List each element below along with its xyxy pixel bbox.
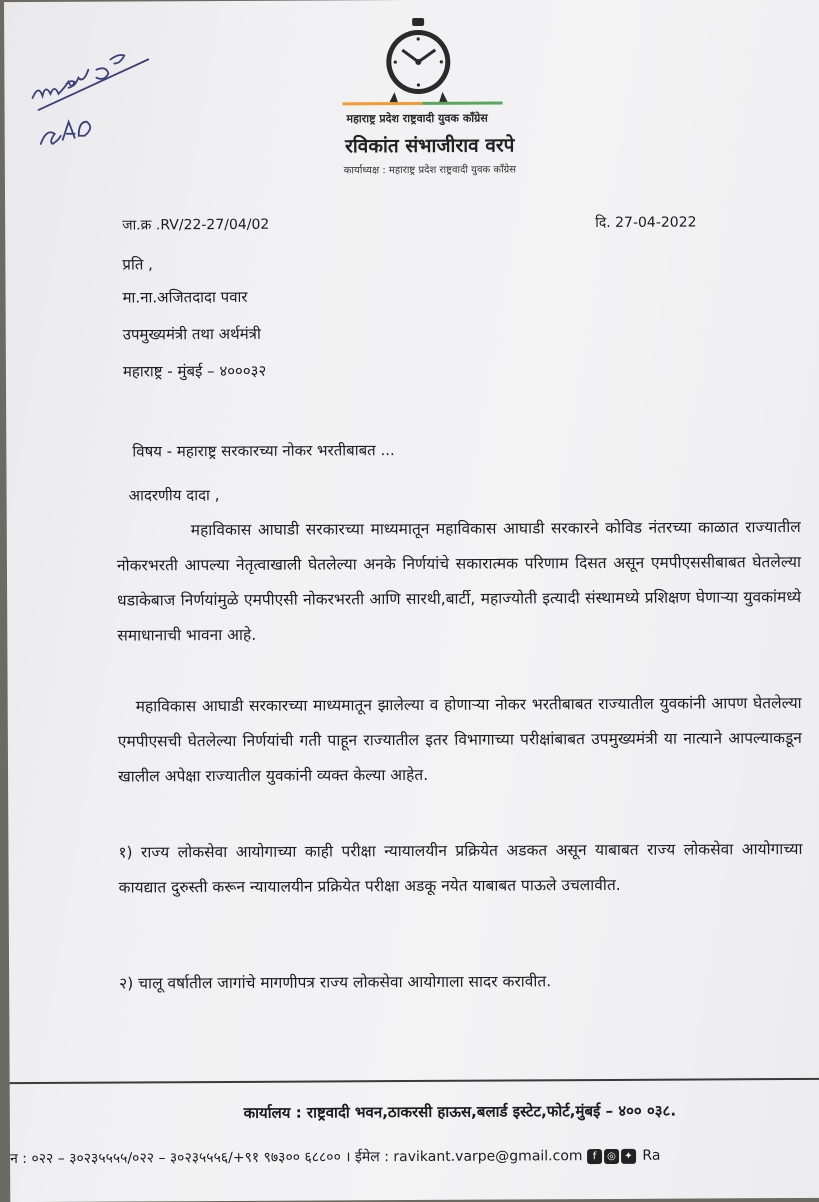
sender-name: रविकांत संभाजीराव वरपे (345, 134, 515, 158)
instagram-icon: ◎ (604, 1148, 619, 1163)
contact-line (10, 1145, 819, 1168)
letter-date: दि. 27-04-2022 (595, 214, 697, 232)
contact-details: न : ०२२ – ३०२३५५५५/०२२ – ३०२३५५५६/+९१ ९७३०० ६८८०० । ईमेल : ravikant.varpe@gmail.com (10, 1148, 583, 1168)
tricolor-rule (343, 102, 503, 106)
facebook-icon: f (587, 1149, 602, 1164)
demand-point-2: २) चालू वर्षातील जागांचे मागणीपत्र राज्य लोकसेवा आयोगाला सादर करावीत. (119, 972, 552, 993)
ncp-clock-logo (380, 16, 456, 106)
recipient-prefix: प्रति , (122, 255, 153, 274)
organization-name: महाराष्ट्र प्रदेश राष्ट्रवादी युवक कॉंग्रेस (346, 111, 488, 126)
reference-number: जा.क्र .RV/22-27/04/02 (122, 216, 270, 234)
body-paragraph: महाविकास आघाडी सरकारच्या माध्यमातून झालेल्या व होणाऱ्या नोकर भरतीबाबत राज्यातील युवकांनी आपण घेतलेल्या एमपीएसची घेतलेल्या निर्णयांची गती पाहून राज्यातील इतर विभागाच्या परीक्षांबाबत उपमुख्यमंत्री या नात्याने आपल्याकडून खालील अपेक्षा राज्यातील युवकांनी व्यक्त केल्या आहेत. (117, 693, 802, 786)
recipient-title: उपमुख्यमंत्री तथा अर्थमंत्री (122, 324, 261, 344)
recipient-name: मा.ना.अजितदादा पवार (122, 287, 248, 307)
body-paragraph: महाविकास आघाडी सरकारच्या माध्यमातून महाविकास आघाडी सरकारने कोविड नंतरच्या काळात राज्यातील नोकरभरती आपल्या नेतृत्वाखाली घेतलेल्या अनके निर्णयांचे सकारात्मक परिणाम दिसत असून एमपीएससीबाबत घेतलेल्या धडाकेबाज निर्णयांमुळे एमपीएसी नोकरभरती आणि सारथी,बार्टी, महाज्योती इत्यादी संस्थामध्ये प्रशिक्षण घेणाऱ्या युवकांमध्ये समाधानाची भावना आहे. (116, 517, 802, 645)
handwritten-annotation (26, 39, 157, 150)
sender-designation: कार्याध्यक्ष : महाराष्ट्र प्रदेश राष्ट्रवादी युवक कॉंग्रेस (343, 164, 517, 177)
letter-page (4, 0, 819, 1202)
demand-point-1: १) राज्य लोकसेवा आयोगाच्या काही परीक्षा न्यायालयीन प्रक्रियेत अडकत असून याबाबत राज्य लोकसेवा आयोगाच्या कायद्यात दुरुस्ती करून न्यायालयीन प्रक्रियेत परीक्षा अडकू नयेत याबाबत पाऊले उचलावीत. (118, 839, 803, 897)
letter-subject: विषय - महाराष्ट्र सरकारच्या नोकर भरतीबाबत ... (132, 441, 395, 461)
social-handle: Ra (642, 1147, 661, 1164)
twitter-icon: ✦ (621, 1148, 636, 1163)
office-address: कार्यालय : राष्ट्रवादी भवन,ठाकरसी हाऊस,बलार्ड इस्टेट,फोर्ट,मुंबई – ४०० ०३८. (243, 1101, 677, 1122)
recipient-address: महाराष्ट्र - मुंबई – ४०००३२ (122, 361, 267, 381)
footer-divider (10, 1078, 819, 1084)
salutation: आदरणीय दादा , (128, 486, 220, 505)
